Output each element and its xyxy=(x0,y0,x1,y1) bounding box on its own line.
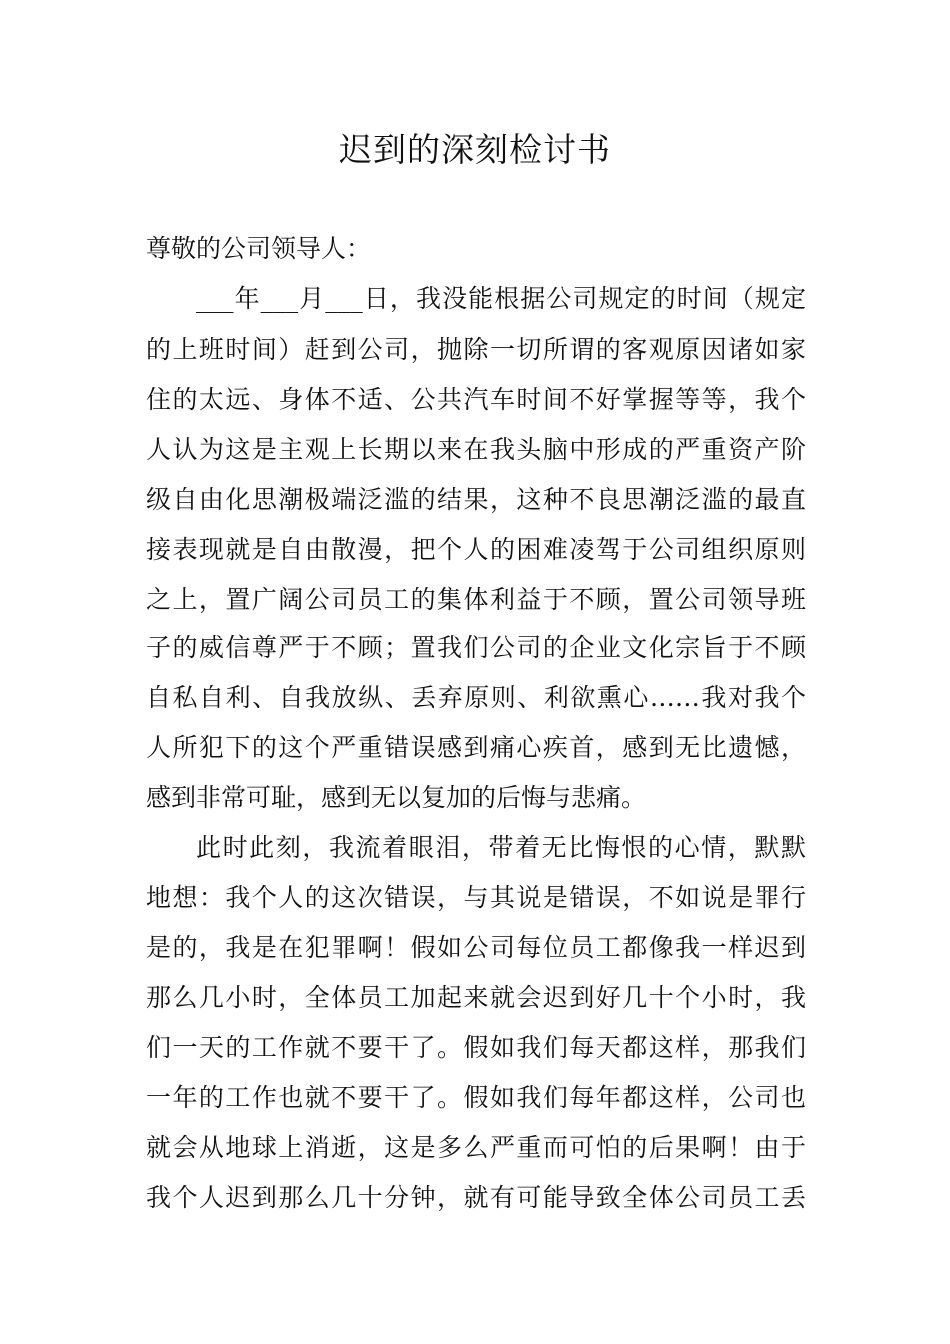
paragraph-2-line: 地想：我个人的这次错误，与其说是错误，不如说是罪行 xyxy=(146,883,806,912)
paragraph-1-line: 级自由化思潮极端泛滥的结果，这种不良思潮泛滥的最直 xyxy=(146,485,806,514)
paragraph-1-line: ___年___月___日，我没能根据公司规定的时间（规定 xyxy=(196,284,806,313)
paragraph-1-line: 的上班时间）赶到公司，抛除一切所谓的客观原因诸如家 xyxy=(146,335,806,364)
paragraph-1-line: 自私自利、自我放纵、丢弃原则、利欲熏心……我对我个 xyxy=(146,683,806,712)
paragraph-2-line: 那么几小时，全体员工加起来就会迟到好几十个小时，我 xyxy=(146,983,806,1012)
paragraph-2-line: 们一天的工作就不要干了。假如我们每天都这样，那我们 xyxy=(146,1033,806,1062)
paragraph-2-line: 就会从地球上消逝，这是多么严重而可怕的后果啊！由于 xyxy=(146,1133,806,1162)
salutation: 尊敬的公司领导人： xyxy=(146,234,372,263)
paragraph-1-line: 人认为这是主观上长期以来在我头脑中形成的严重资产阶 xyxy=(146,435,806,464)
paragraph-2-line: 此时此刻，我流着眼泪，带着无比悔恨的心情，默默 xyxy=(196,833,806,862)
paragraph-2-line: 一年的工作也就不要干了。假如我们每年都这样，公司也 xyxy=(146,1083,806,1112)
paragraph-2-line: 是的，我是在犯罪啊！假如公司每位员工都像我一样迟到 xyxy=(146,933,806,962)
document-title: 迟到的深刻检讨书 xyxy=(339,130,611,169)
paragraph-1-line: 感到非常可耻，感到无以复加的后悔与悲痛。 xyxy=(146,783,647,812)
paragraph-1-line: 之上，置广阔公司员工的集体利益于不顾，置公司领导班 xyxy=(146,585,806,614)
paragraph-1-line: 住的太远、身体不适、公共汽车时间不好掌握等等，我个 xyxy=(146,385,806,414)
paragraph-1-line: 接表现就是自由散漫，把个人的困难凌驾于公司组织原则 xyxy=(146,535,806,564)
paragraph-1-line: 子的威信尊严于不顾；置我们公司的企业文化宗旨于不顾 xyxy=(146,633,806,662)
paragraph-1-line: 人所犯下的这个严重错误感到痛心疾首，感到无比遗憾， xyxy=(146,733,806,762)
paragraph-2-line: 我个人迟到那么几十分钟，就有可能导致全体公司员工丢 xyxy=(146,1183,806,1212)
